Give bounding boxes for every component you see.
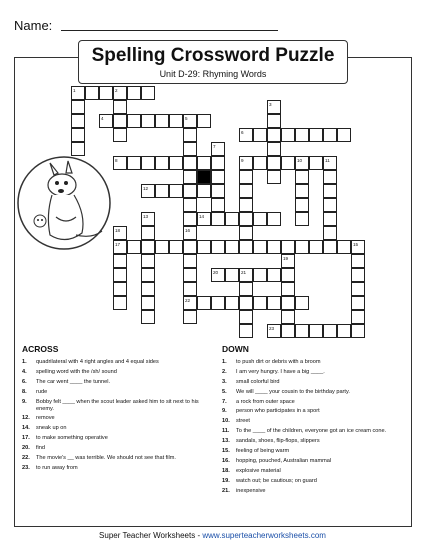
crossword-cell[interactable]	[71, 114, 85, 128]
crossword-cell[interactable]	[281, 310, 295, 324]
crossword-cell[interactable]	[183, 198, 197, 212]
crossword-cell[interactable]	[141, 86, 155, 100]
crossword-cell[interactable]	[323, 212, 337, 226]
clue-text: The car went ____ the tunnel.	[36, 378, 111, 385]
clue-text: to push dirt or debris with a broom	[236, 359, 321, 365]
crossword-cell[interactable]	[309, 156, 323, 170]
crossword-cell[interactable]	[211, 296, 225, 310]
across-clue	[22, 359, 217, 366]
clue-number: 2.	[222, 368, 227, 375]
crossword-cell[interactable]	[281, 156, 295, 170]
crossword-cell[interactable]	[295, 170, 309, 184]
crossword-cell[interactable]	[337, 128, 351, 142]
crossword-cell[interactable]	[239, 240, 253, 254]
across-clues	[22, 346, 217, 475]
clue-number: 13.	[222, 438, 230, 445]
clue-number: 1.	[222, 359, 227, 365]
crossword-cell[interactable]	[169, 184, 183, 198]
crossword-cell[interactable]	[113, 254, 127, 268]
down-heading: DOWN	[222, 344, 249, 354]
clue-number: 16.	[222, 457, 230, 464]
page-title: Spelling Crossword Puzzle	[91, 45, 335, 66]
clue-number: 22.	[22, 455, 30, 462]
grid-number: 19	[283, 255, 289, 261]
down-clue	[222, 408, 417, 415]
crossword-cell[interactable]	[197, 184, 211, 198]
down-clue	[222, 458, 417, 465]
crossword-cell[interactable]	[351, 254, 365, 268]
crossword-cell[interactable]	[323, 324, 337, 338]
crossword-cell[interactable]	[295, 198, 309, 212]
name-label: Name:	[14, 18, 53, 33]
clue-text: remove	[36, 415, 55, 422]
across-clue	[22, 455, 217, 462]
crossword-cell[interactable]	[323, 226, 337, 240]
crossword-cell[interactable]	[141, 310, 155, 324]
crossword-cell[interactable]	[211, 198, 225, 212]
crossword-cell[interactable]	[141, 254, 155, 268]
clue-number: 9.	[222, 408, 227, 415]
clue-number: 9.	[22, 398, 27, 405]
crossword-cell[interactable]	[183, 268, 197, 282]
crossword-cell[interactable]	[183, 184, 197, 198]
crossword-cell[interactable]	[71, 128, 85, 142]
across-clue	[22, 465, 217, 472]
crossword-cell[interactable]	[323, 184, 337, 198]
crossword-cell[interactable]	[197, 296, 211, 310]
crossword-cell[interactable]	[309, 324, 323, 338]
crossword-cell[interactable]	[183, 254, 197, 268]
crossword-cell[interactable]	[113, 128, 127, 142]
grid-number: 17	[115, 241, 121, 247]
clue-text: explosive material	[236, 467, 281, 474]
clue-text: hopping, pouched, Australian mammal	[236, 457, 332, 464]
clue-number: 6.	[22, 378, 27, 385]
clue-text: I am very hungry. I have a big ____.	[236, 368, 325, 375]
clue-text: sandals, shoes, flip-flops, slippers	[236, 438, 320, 445]
grid-number: 7	[213, 143, 216, 149]
crossword-cell[interactable]	[141, 268, 155, 282]
crossword-cell[interactable]	[113, 282, 127, 296]
crossword-cell[interactable]	[99, 86, 113, 100]
clue-text: street	[236, 418, 250, 425]
across-clue	[22, 369, 217, 376]
crossword-cell[interactable]	[85, 86, 99, 100]
clue-number: 7.	[222, 398, 227, 405]
page-subtitle: Unit D-29: Rhyming Words	[159, 69, 267, 79]
crossword-cell[interactable]	[225, 212, 239, 226]
clue-text: spelling word with the /sh/ sound	[36, 368, 117, 375]
clue-number: 1.	[22, 359, 27, 365]
crossword-cell[interactable]	[225, 296, 239, 310]
clue-text: a rock from outer space	[236, 398, 295, 405]
grid-number: 9	[241, 157, 244, 163]
grid-number: 12	[143, 185, 149, 191]
down-clue	[222, 428, 417, 435]
crossword-cell[interactable]	[141, 240, 155, 254]
crossword-cell[interactable]	[295, 184, 309, 198]
clue-text: feeling of being warm	[236, 448, 290, 455]
grid-number: 8	[115, 157, 118, 163]
crossword-cell[interactable]	[267, 170, 281, 184]
crossword-cell[interactable]	[281, 324, 295, 338]
across-clue	[22, 445, 217, 452]
crossword-cell[interactable]	[183, 156, 197, 170]
clue-number: 18.	[222, 467, 230, 474]
crossword-cell[interactable]	[253, 156, 267, 170]
title-box	[78, 40, 348, 84]
kangaroo-mascot-icon	[16, 155, 112, 251]
across-clue	[22, 415, 217, 422]
crossword-cell[interactable]	[295, 240, 309, 254]
crossword-cell[interactable]	[71, 142, 85, 156]
crossword-cell[interactable]	[351, 324, 365, 338]
across-clue	[22, 425, 217, 432]
across-clue	[22, 389, 217, 396]
crossword-cell[interactable]	[281, 296, 295, 310]
clue-number: 14.	[22, 425, 30, 432]
down-clue	[222, 488, 417, 495]
across-heading: ACROSS	[22, 344, 59, 354]
crossword-cell[interactable]	[239, 324, 253, 338]
down-clue	[222, 418, 417, 425]
down-clue	[222, 438, 417, 445]
across-clue	[22, 399, 217, 413]
footer-text: Super Teacher Worksheets -	[99, 531, 203, 540]
crossword-cell[interactable]	[113, 114, 127, 128]
crossword-cell[interactable]	[183, 282, 197, 296]
footer	[0, 531, 425, 540]
crossword-cell[interactable]	[323, 128, 337, 142]
crossword-cell[interactable]	[155, 156, 169, 170]
crossword-cell[interactable]	[211, 184, 225, 198]
clue-number: 17.	[22, 435, 30, 442]
crossword-cell[interactable]	[211, 170, 225, 184]
crossword-cell[interactable]	[337, 324, 351, 338]
crossword-cell[interactable]	[309, 240, 323, 254]
down-clues	[222, 346, 417, 497]
crossword-cell[interactable]	[267, 268, 281, 282]
crossword-cell[interactable]	[71, 100, 85, 114]
across-clue	[22, 379, 217, 386]
crossword-cell[interactable]	[183, 170, 197, 184]
crossword-cell[interactable]	[253, 212, 267, 226]
crossword-cell[interactable]	[351, 310, 365, 324]
clue-number: 5.	[222, 388, 227, 395]
grid-number: 22	[185, 297, 191, 303]
grid-number: 10	[297, 157, 303, 163]
crossword-cell[interactable]	[253, 128, 267, 142]
clue-number: 19.	[222, 477, 230, 484]
crossword-cell[interactable]	[295, 296, 309, 310]
crossword-cell[interactable]	[239, 198, 253, 212]
crossword-cell[interactable]	[281, 128, 295, 142]
crossword-cell[interactable]	[239, 170, 253, 184]
crossword-cell[interactable]	[239, 282, 253, 296]
clue-number: 21.	[222, 487, 230, 494]
crossword-cell[interactable]	[183, 128, 197, 142]
crossword-cell[interactable]	[211, 240, 225, 254]
crossword-cell[interactable]	[309, 128, 323, 142]
crossword-cell[interactable]	[211, 156, 225, 170]
clue-text: small colorful bird	[236, 378, 280, 385]
crossword-cell[interactable]	[239, 310, 253, 324]
crossword-cell[interactable]	[127, 156, 141, 170]
crossword-cell[interactable]	[169, 114, 183, 128]
clue-text: quadrilateral with 4 right angles and 4 equal sides	[36, 359, 159, 365]
crossword-cell[interactable]	[295, 324, 309, 338]
crossword-cell[interactable]	[155, 184, 169, 198]
crossword-cell[interactable]	[113, 100, 127, 114]
crossword-cell[interactable]	[239, 184, 253, 198]
crossword-cell[interactable]	[197, 240, 211, 254]
grid-number: 11	[325, 157, 330, 163]
clue-text: inexpensive	[236, 487, 266, 494]
clue-text: person who participates in a sport	[236, 408, 320, 415]
crossword-cell[interactable]	[113, 268, 127, 282]
clue-text: sneak up on	[36, 425, 67, 432]
clue-number: 4.	[22, 368, 27, 375]
crossword-cell[interactable]	[141, 114, 155, 128]
crossword-cell[interactable]	[351, 296, 365, 310]
crossword-cell[interactable]	[267, 142, 281, 156]
clue-number: 20.	[22, 445, 30, 452]
grid-number: 14	[199, 213, 205, 219]
crossword-cell[interactable]	[169, 240, 183, 254]
grid-number: 15	[353, 241, 359, 247]
clue-text: find	[36, 445, 46, 452]
across-clue	[22, 435, 217, 442]
crossword-cell[interactable]	[127, 86, 141, 100]
crossword-cell[interactable]	[323, 198, 337, 212]
crossword-cell[interactable]	[253, 268, 267, 282]
crossword-cell[interactable]	[197, 114, 211, 128]
grid-number: 20	[213, 269, 219, 275]
crossword-cell[interactable]	[141, 156, 155, 170]
crossword-cell[interactable]	[253, 296, 267, 310]
crossword-cell[interactable]	[239, 226, 253, 240]
crossword-cell[interactable]	[183, 310, 197, 324]
crossword-cell[interactable]	[141, 282, 155, 296]
crossword-cell[interactable]	[127, 114, 141, 128]
crossword-cell[interactable]	[225, 268, 239, 282]
crossword-cell[interactable]	[211, 212, 225, 226]
crossword-cell[interactable]	[351, 268, 365, 282]
clue-text: to run away from	[36, 464, 78, 471]
crossword-cell[interactable]	[239, 296, 253, 310]
crossword-cell[interactable]	[155, 114, 169, 128]
clue-number: 15.	[222, 448, 230, 455]
crossword-cell[interactable]	[337, 240, 351, 254]
crossword-cell[interactable]	[295, 212, 309, 226]
down-clue	[222, 448, 417, 455]
grid-number: 1	[73, 87, 76, 93]
crossword-cell[interactable]	[323, 240, 337, 254]
grid-number: 16	[185, 227, 191, 233]
clue-text: Bobby felt ____ when the scout leader asked him to sit next to his enemy.	[36, 398, 199, 412]
crossword-cell[interactable]	[267, 128, 281, 142]
crossword-cell[interactable]	[323, 170, 337, 184]
crossword-black-cell	[197, 170, 211, 184]
grid-number: 2	[115, 87, 118, 93]
crossword-cell[interactable]	[127, 240, 141, 254]
crossword-cell[interactable]	[267, 156, 281, 170]
crossword-cell[interactable]	[253, 240, 267, 254]
crossword-cell[interactable]	[281, 240, 295, 254]
grid-number: 18	[115, 227, 121, 233]
crossword-cell[interactable]	[183, 142, 197, 156]
clue-text: to make something operative	[36, 435, 108, 442]
down-clue	[222, 359, 417, 366]
grid-number: 3	[269, 101, 272, 107]
down-clue	[222, 478, 417, 485]
crossword-cell[interactable]	[155, 240, 169, 254]
clue-number: 12.	[22, 415, 30, 422]
crossword-cell[interactable]	[183, 212, 197, 226]
clue-number: 8.	[22, 388, 27, 395]
crossword-cell[interactable]	[267, 296, 281, 310]
clue-number: 10.	[222, 418, 230, 425]
crossword-cell[interactable]	[281, 268, 295, 282]
clue-text: To the ____ of the children, everyone got an ice cream cone.	[236, 428, 387, 435]
crossword-cell[interactable]	[141, 296, 155, 310]
grid-number: 5	[185, 115, 188, 121]
clue-number: 23.	[22, 464, 30, 471]
down-clue	[222, 468, 417, 475]
down-clue	[222, 399, 417, 406]
crossword-cell[interactable]	[239, 212, 253, 226]
grid-number: 6	[241, 129, 244, 135]
clue-text: The movie's __ was terrible. We should not see that film.	[36, 455, 176, 462]
name-line[interactable]	[61, 30, 278, 31]
grid-number: 13	[143, 213, 149, 219]
crossword-cell[interactable]	[295, 128, 309, 142]
clue-text: rude	[36, 388, 48, 395]
crossword-cell[interactable]	[169, 156, 183, 170]
grid-number: 21	[241, 269, 247, 275]
crossword-cell[interactable]	[267, 114, 281, 128]
crossword-cell[interactable]	[351, 282, 365, 296]
clue-text: watch out; be cautious; on guard	[236, 477, 317, 484]
down-clue	[222, 389, 417, 396]
grid-number: 23	[269, 325, 275, 331]
crossword-cell[interactable]	[113, 296, 127, 310]
crossword-cell[interactable]	[267, 212, 281, 226]
footer-url[interactable]: www.superteacherworksheets.com	[202, 531, 326, 540]
clue-text: We will ____ your cousin to the birthday party.	[236, 388, 350, 395]
grid-number: 4	[101, 115, 104, 121]
crossword-cell[interactable]	[267, 240, 281, 254]
crossword-cell[interactable]	[197, 156, 211, 170]
down-clue	[222, 369, 417, 376]
down-clue	[222, 379, 417, 386]
clue-number: 11.	[222, 428, 230, 435]
crossword-cell[interactable]	[225, 240, 239, 254]
crossword-cell[interactable]	[141, 226, 155, 240]
clue-number: 3.	[222, 378, 227, 385]
crossword-cell[interactable]	[183, 240, 197, 254]
crossword-cell[interactable]	[281, 282, 295, 296]
